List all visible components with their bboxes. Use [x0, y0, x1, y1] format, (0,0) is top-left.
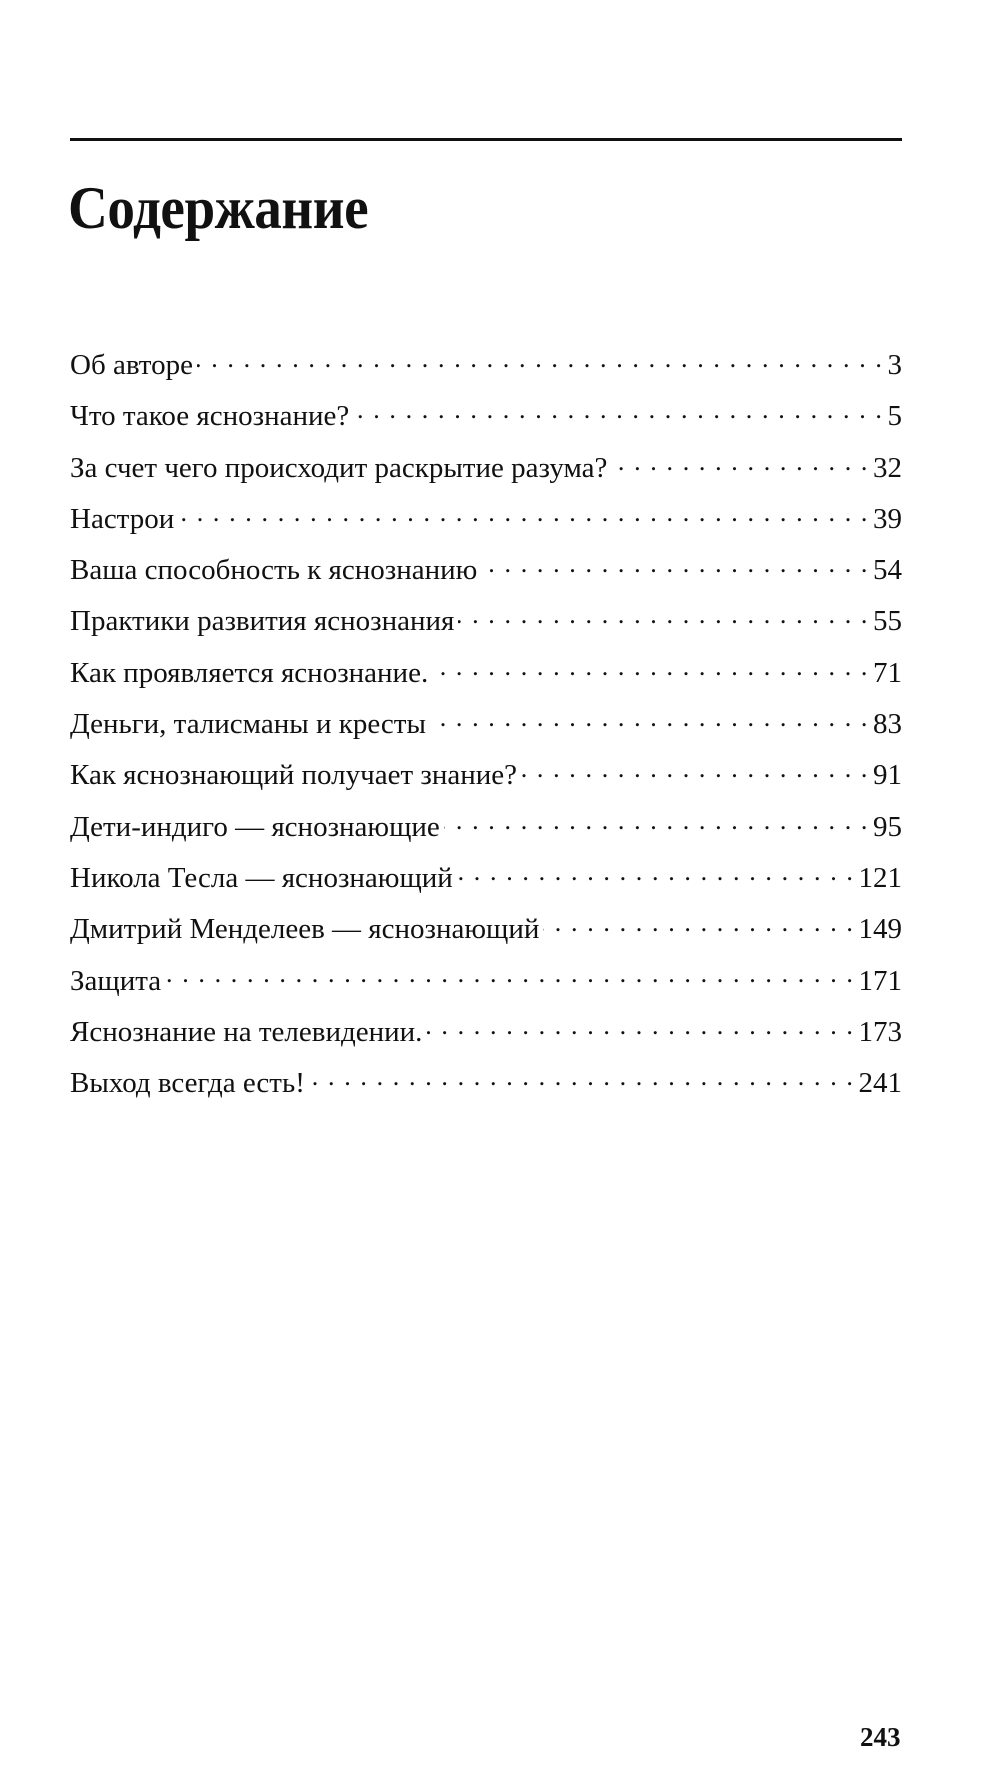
- toc-entry[interactable]: [70, 1063, 902, 1114]
- dot-leader: [165, 961, 854, 990]
- toc-entry-page: 121: [858, 861, 902, 894]
- toc-entry-title: Практики развития яснознания: [70, 605, 455, 638]
- dot-leader: [458, 601, 869, 630]
- toc-entry-title: Как яснознающий получает знание?: [70, 759, 518, 792]
- toc-entry[interactable]: [70, 448, 902, 499]
- toc-entry-title: Яснознание на телевидении.: [70, 1015, 423, 1048]
- toc-entry-title: Об авторе: [70, 349, 193, 381]
- toc-entry-title: Ваша способность к яснознанию: [70, 554, 478, 587]
- dot-leader: [543, 909, 854, 938]
- toc-entry-title: Что такое яснознание?: [70, 400, 350, 433]
- toc-entry-page: 83: [873, 708, 902, 741]
- toc-entry[interactable]: [70, 345, 902, 396]
- toc-entry-page: 55: [873, 605, 902, 638]
- toc-entry-title: За счет чего происходит раскрытие разума?: [70, 451, 608, 484]
- toc-entry[interactable]: [70, 396, 902, 447]
- toc-entry[interactable]: [70, 704, 902, 755]
- dot-leader: [457, 858, 855, 887]
- toc-entry[interactable]: [70, 807, 902, 858]
- toc-entry[interactable]: [70, 755, 902, 806]
- dot-leader: [481, 550, 869, 579]
- toc-entry-title: Выход всегда есть!: [70, 1067, 305, 1100]
- toc-entry[interactable]: [70, 653, 902, 704]
- toc-entry-page: 5: [887, 400, 902, 433]
- toc-entry[interactable]: [70, 858, 902, 909]
- toc-entry-title: Защита: [70, 964, 162, 997]
- header-rule: [70, 138, 902, 141]
- toc-entry-title: Деньги, талисманы и кресты: [70, 708, 426, 741]
- toc-entry-title: Как проявляется яснознание.: [70, 656, 429, 689]
- dot-leader: [444, 807, 869, 836]
- toc-entry-page: 241: [858, 1067, 902, 1100]
- dot-leader: [426, 1012, 854, 1041]
- toc-entry[interactable]: [70, 601, 902, 652]
- toc-entry-title: Настрои: [70, 502, 175, 535]
- toc-entry[interactable]: [70, 961, 902, 1012]
- toc-entry[interactable]: [70, 1012, 902, 1063]
- dot-leader: [178, 499, 869, 528]
- toc-entry-title: Никола Тесла — яснознающий: [70, 861, 453, 894]
- toc-entry-page: 91: [873, 759, 902, 792]
- toc-entry[interactable]: [70, 550, 902, 601]
- toc-entry-page: 149: [858, 913, 902, 946]
- toc-entry-page: 173: [858, 1015, 902, 1048]
- table-of-contents: [70, 345, 902, 1114]
- page-number: 243: [860, 1722, 901, 1752]
- dot-leader: [197, 345, 884, 374]
- dot-leader: [353, 396, 883, 425]
- toc-entry[interactable]: [70, 499, 902, 550]
- toc-entry-page: 54: [873, 554, 902, 587]
- toc-entry-page: 39: [873, 502, 902, 535]
- dot-leader: [309, 1063, 855, 1092]
- toc-entry-page: 71: [873, 656, 902, 689]
- dot-leader: [432, 653, 869, 682]
- dot-leader: [611, 448, 869, 477]
- toc-entry-page: 95: [873, 810, 902, 843]
- dot-leader: [521, 755, 869, 784]
- toc-entry-title: Дети-индиго — яснознающие: [70, 810, 440, 843]
- dot-leader: [430, 704, 869, 733]
- toc-entry-page: 32: [873, 451, 902, 484]
- page-title: Содержание: [68, 175, 369, 241]
- toc-entry-title: Дмитрий Менделеев — яснознающий: [70, 913, 540, 946]
- toc-entry[interactable]: [70, 909, 902, 960]
- toc-entry-page: 171: [858, 964, 902, 997]
- toc-entry-page: 3: [887, 349, 902, 381]
